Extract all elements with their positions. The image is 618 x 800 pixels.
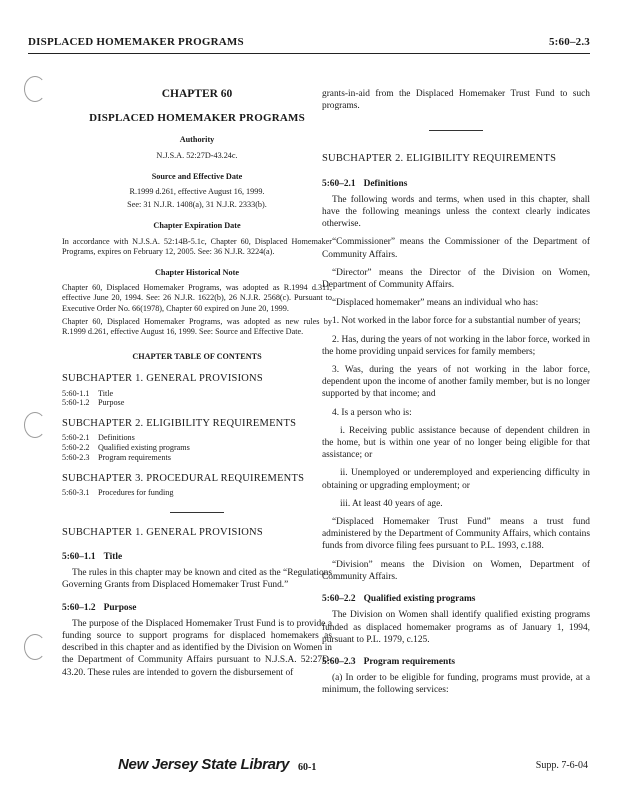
header-title: DISPLACED HOMEMAKER PROGRAMS <box>28 36 244 48</box>
toc-heading: CHAPTER TABLE OF CONTENTS <box>132 352 262 362</box>
header-section: 5:60–2.3 <box>548 36 590 48</box>
source-text: R.1999 d.261, effective August 16, 1999. <box>129 187 265 197</box>
definition-subitem: i. Receiving public assistance because of dependent children in the home, but is within one year of no longer being eligible for that assistance; or <box>322 425 590 461</box>
toc-entry-title: Procedures for funding <box>98 488 174 498</box>
toc-entry-number: 5:60-2.2 <box>62 443 90 453</box>
section-title: Program requirements <box>363 656 455 667</box>
page-number: 60-1 <box>298 762 317 773</box>
section-heading <box>62 551 332 563</box>
definition-subitem: ii. Unemployed or underemployed and experiencing difficulty in obtaining or upgrading employment; or <box>322 468 590 491</box>
history-text: Chapter 60, Displaced Homemaker Programs, was adopted as R.1994 d.311, effective June 20, 1994. See: 26 N.J.R. 1622(b), 26 N.J.R. 2568(c). Pursuant to Executive Order No. 66(1978), Chapter 60 expired on June 20, 1999. <box>62 283 332 313</box>
section-number: 5:60–2.2 <box>322 594 356 605</box>
subchapter-2-heading: SUBCHAPTER 2. ELIGIBILITY REQUIREMENTS <box>322 153 557 165</box>
expiration-text: In accordance with N.J.S.A. 52:14B-5.1c, Chapter 60, Displaced Homemaker Programs, expires on February 12, 2005. See: 36 N.J.R. 3224(a). <box>62 236 332 256</box>
running-header <box>28 36 590 48</box>
toc-entry <box>62 453 332 463</box>
section-number: 5:60–2.1 <box>322 178 356 189</box>
toc-entry-number: 5:60-2.1 <box>62 433 90 443</box>
history-heading: Chapter Historical Note <box>155 268 239 278</box>
subchapter-1-heading: SUBCHAPTER 1. GENERAL PROVISIONS <box>62 526 263 538</box>
definition-subitem: iii. At least 40 years of age. <box>340 498 443 509</box>
definition: “Displaced homemaker” means an individual who has: <box>332 298 539 309</box>
definition-item: 1. Not worked in the labor force for a substantial number of years; <box>332 316 581 327</box>
toc-subchapter-title: SUBCHAPTER 1. GENERAL PROVISIONS <box>62 373 263 385</box>
section-heading <box>322 178 590 190</box>
toc-entry <box>62 488 332 498</box>
section-title: Qualified existing programs <box>363 594 476 605</box>
punch-hole-mark <box>24 412 46 438</box>
section-heading <box>62 602 332 614</box>
definition: “Division” means the Division on Women, Department of Community Affairs. <box>322 559 590 582</box>
section-divider <box>170 512 224 513</box>
punch-hole-mark <box>24 634 46 660</box>
toc-entry-number: 5:60-1.1 <box>62 388 90 398</box>
definition-item: 3. Was, during the years of not working in the labor force, dependent upon the income of another family member, but is no longer supported by that income; and <box>322 365 590 400</box>
toc-entry-number: 5:60-1.2 <box>62 398 90 408</box>
chapter-number: CHAPTER 60 <box>161 88 233 100</box>
table-of-contents <box>62 373 332 497</box>
section-number: 5:60–1.2 <box>62 602 96 613</box>
history-text: Chapter 60, Displaced Homemaker Programs, was adopted as new rules by R.1999 d.261, effective August 16, 1999. See: Source and Effective Date. <box>62 316 332 337</box>
toc-entry-title: Purpose <box>98 398 125 408</box>
section-text: The Division on Women shall identify qualified existing programs funded as displaced homemaker programs as of January 1, 1994, pursuant to P.L. 1979, c.125. <box>322 610 590 645</box>
section-heading <box>322 593 590 605</box>
toc-entry <box>62 398 332 408</box>
section-title: Definitions <box>363 178 408 189</box>
section-title: Title <box>103 552 123 563</box>
definition: “Displaced Homemaker Trust Fund” means a trust fund administered by the Department of Community Affairs, which contains funds from divorce filing fees pursuant to P.L. 1993, c.188. <box>322 517 590 552</box>
definition: “Commissioner” means the Commissioner of the Department of Community Affairs. <box>322 237 590 260</box>
toc-entry <box>62 433 332 443</box>
chapter-title: DISPLACED HOMEMAKER PROGRAMS <box>89 112 305 125</box>
left-column <box>62 88 332 685</box>
source-citation: See: 31 N.J.R. 1408(a), 31 N.J.R. 2333(b). <box>127 200 267 210</box>
section-number: 5:60–2.3 <box>322 656 356 667</box>
definitions-intro: The following words and terms, when used in this chapter, shall have the following meanings unless the context clearly indicates otherwise. <box>322 194 590 230</box>
section-text: The purpose of the Displaced Homemaker Trust Fund is to provide a funding source to support programs for displaced homemakers as described in this chapter and as identified by the Division on Women in the Department of Community Affairs pursuant to N.J.S.A. 52:27D-43.20. These rules are intended to govern the disbursement of <box>62 618 332 678</box>
toc-entry-number: 5:60-3.1 <box>62 488 90 498</box>
section-number: 5:60–1.1 <box>62 552 96 563</box>
header-rule <box>28 53 590 54</box>
toc-entry-title: Qualified existing programs <box>98 443 190 453</box>
section-title: Purpose <box>103 602 137 613</box>
toc-subchapter-title: SUBCHAPTER 3. PROCEDURAL REQUIREMENTS <box>62 472 305 484</box>
right-column <box>322 88 590 703</box>
definition-item: 2. Has, during the years of not working in the labor force, worked in the home providing unpaid services for family members; <box>322 334 590 357</box>
section-text: The rules in this chapter may be known and cited as the “Regulations Governing Grants from Displaced Homemaker Trust Fund.” <box>62 568 332 591</box>
definition: “Director” means the Director of the Division on Women, Department of Community Affairs. <box>322 267 590 291</box>
continued-text: grants-in-aid from the Displaced Homemaker Trust Fund to such programs. <box>322 89 590 112</box>
toc-subchapter-title: SUBCHAPTER 2. ELIGIBILITY REQUIREMENTS <box>62 418 297 430</box>
toc-entry-title: Definitions <box>98 433 135 443</box>
punch-hole-mark <box>24 76 46 102</box>
expiration-heading: Chapter Expiration Date <box>153 221 241 231</box>
section-divider <box>429 130 483 131</box>
toc-entry-number: 5:60-2.3 <box>62 453 90 463</box>
toc-entry-title: Program requirements <box>98 453 171 463</box>
supplement-date: Supp. 7-6-04 <box>535 760 588 771</box>
section-heading <box>322 656 590 668</box>
toc-entry-title: Title <box>98 388 114 398</box>
toc-entry <box>62 443 332 453</box>
library-stamp: New Jersey State Library <box>118 756 290 773</box>
source-heading: Source and Effective Date <box>151 171 243 181</box>
definition-item: 4. Is a person who is: <box>332 407 412 418</box>
authority-heading: Authority <box>179 135 215 145</box>
authority-text: N.J.S.A. 52:27D-43.24c. <box>156 150 238 160</box>
section-text: (a) In order to be eligible for funding, programs must provide, at a minimum, the following services: <box>322 673 590 696</box>
toc-entry <box>62 389 332 399</box>
